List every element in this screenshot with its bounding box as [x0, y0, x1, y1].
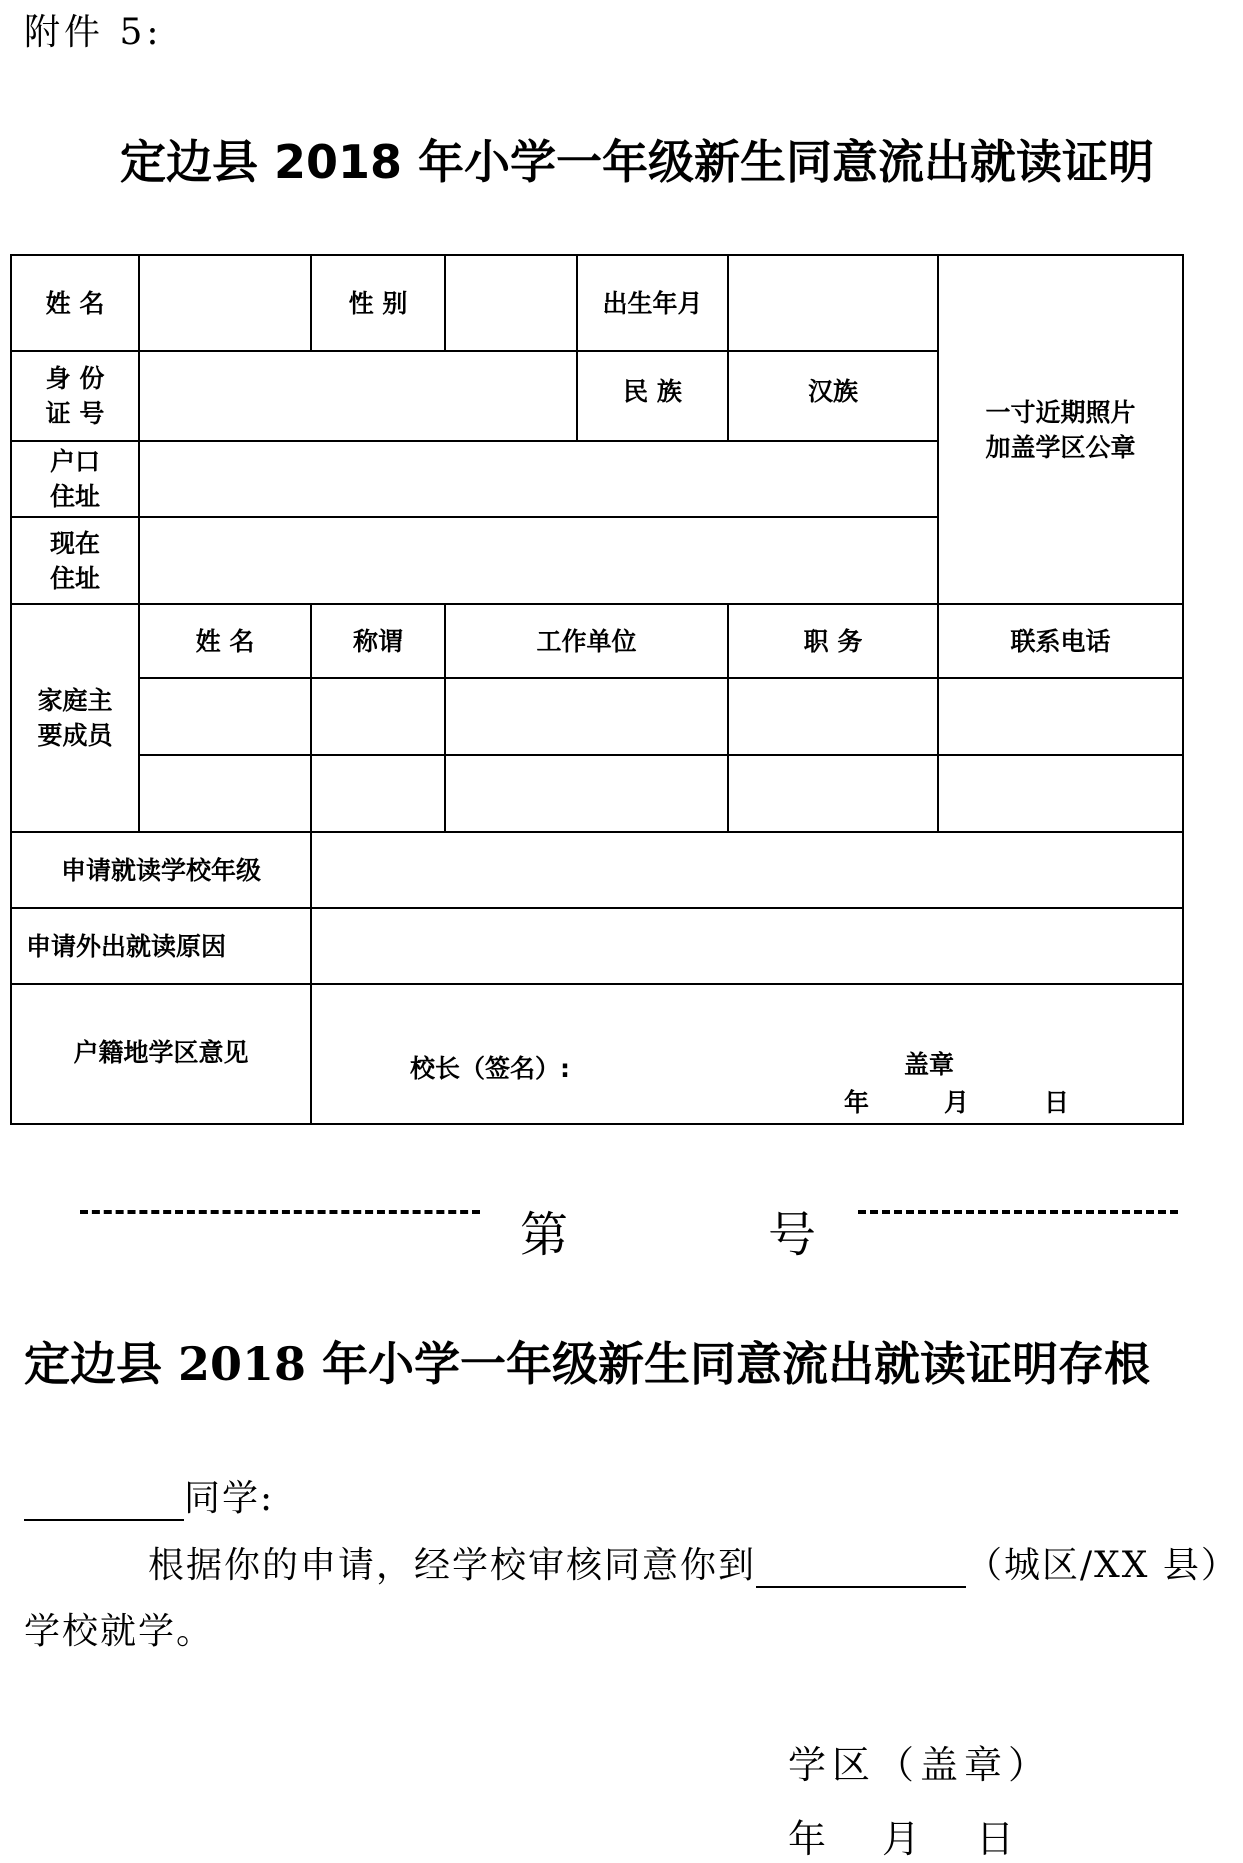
name-label: 姓 名 [11, 255, 139, 351]
district-opinion-field[interactable] [311, 984, 1183, 1124]
apply-reason-field[interactable] [311, 908, 1183, 984]
family-relation-field[interactable] [311, 755, 445, 832]
stub-month-label: 月 [882, 1817, 921, 1861]
stub-body-line2: 学校就学。 [24, 1611, 215, 1652]
gender-label: 性 别 [311, 255, 445, 351]
family-phone-field[interactable] [938, 678, 1183, 755]
ethnicity-label: 民 族 [577, 351, 728, 441]
principal-signature-label: 校长（签名）: [410, 1054, 570, 1083]
family-name-field[interactable] [139, 678, 311, 755]
current-address-label [11, 517, 139, 604]
photo-instruction-line2: 加盖学区公章 [985, 432, 1136, 462]
greeting-suffix: 同学: [184, 1478, 275, 1519]
apply-reason-label: 申请外出就读原因 [11, 908, 311, 984]
family-relation-field[interactable] [311, 678, 445, 755]
apply-school-grade-label: 申请就读学校年级 [11, 832, 311, 908]
birth-field[interactable] [728, 255, 938, 351]
apply-school-grade-field[interactable] [311, 832, 1183, 908]
family-position-field[interactable] [728, 678, 938, 755]
family-phone-field[interactable] [938, 755, 1183, 832]
family-members-label-line2: 要成员 [37, 721, 113, 750]
attachment-label: 附件 5: [24, 12, 163, 53]
day-label: 日 [1044, 1088, 1070, 1117]
certificate-form-table [10, 254, 1184, 1125]
family-header-position: 职 务 [728, 604, 938, 678]
stub-year-label: 年 [788, 1817, 827, 1861]
family-header-phone: 联系电话 [938, 604, 1183, 678]
year-label: 年 [844, 1088, 870, 1117]
stamp-label: 盖章 [904, 1050, 955, 1079]
photo-instruction-line1: 一寸近期照片 [985, 397, 1136, 427]
household-address-field[interactable] [139, 441, 938, 517]
current-address-field[interactable] [139, 517, 938, 604]
stub-day-label: 日 [976, 1817, 1015, 1861]
family-workplace-field[interactable] [445, 678, 728, 755]
stub-body-text-b: （城区/XX 县） [966, 1545, 1239, 1586]
family-position-field[interactable] [728, 755, 938, 832]
district-stamp-label: 学区（盖章） [788, 1743, 1053, 1787]
stub-date [788, 1808, 1070, 1863]
stub-greeting [24, 1470, 274, 1521]
gender-field[interactable] [445, 255, 577, 351]
ethnicity-value: 汉族 [728, 351, 938, 441]
name-field[interactable] [139, 255, 311, 351]
id-label-line1: 身 份 [45, 364, 105, 393]
family-header-name: 姓 名 [139, 604, 311, 678]
current-address-label-line1: 现在 [49, 528, 100, 558]
student-name-blank[interactable] [24, 1483, 184, 1521]
district-opinion-label: 户籍地学区意见 [11, 984, 311, 1124]
certificate-title: 定边县 2018 年小学一年级新生同意流出就读证明 [120, 135, 1155, 189]
household-address-label-line1: 户口 [49, 447, 100, 476]
family-name-field[interactable] [139, 755, 311, 832]
household-address-label [11, 441, 139, 517]
cut-line-left [80, 1210, 480, 1214]
serial-suffix: 号 [768, 1207, 817, 1263]
cut-line-right [858, 1210, 1178, 1214]
family-row [11, 755, 1183, 832]
family-workplace-field[interactable] [445, 755, 728, 832]
id-label-line2: 证 号 [45, 399, 105, 428]
stub-body-line1 [148, 1537, 1239, 1588]
destination-blank[interactable] [756, 1550, 966, 1588]
serial-prefix: 第 [520, 1207, 569, 1263]
family-members-label-line1: 家庭主 [37, 686, 113, 715]
family-members-label [11, 604, 139, 832]
month-label: 月 [944, 1088, 970, 1117]
id-label [11, 351, 139, 441]
id-field[interactable] [139, 351, 577, 441]
birth-label: 出生年月 [577, 255, 728, 351]
family-header-relation: 称谓 [311, 604, 445, 678]
family-header-workplace: 工作单位 [445, 604, 728, 678]
household-address-label-line2: 住址 [49, 482, 100, 511]
family-row [11, 678, 1183, 755]
stub-title: 定边县 2018 年小学一年级新生同意流出就读证明存根 [24, 1337, 1151, 1391]
stub-body-text-a: 根据你的申请，经学校审核同意你到 [148, 1545, 757, 1586]
current-address-label-line2: 住址 [49, 563, 100, 593]
photo-box [938, 255, 1183, 604]
